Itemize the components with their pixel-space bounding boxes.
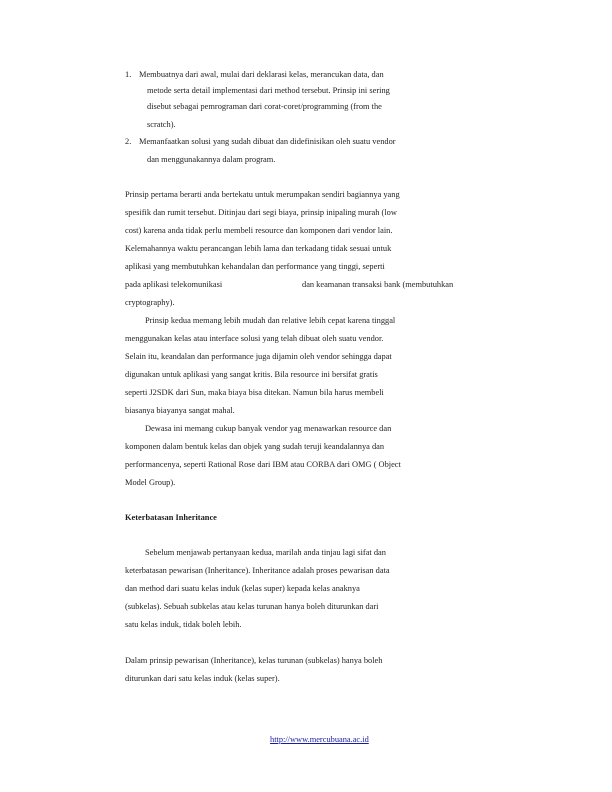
para4-line-3: dan method dari suatu kelas induk (kelas super) kepada kelas anaknya: [125, 584, 360, 593]
list-item-1-line-1: Membuatnya dari awal, mulai dari deklarasi kelas, merancukan data, dan: [139, 70, 384, 79]
para3-line-4: Model Group).: [125, 478, 176, 487]
para2-line-3: Selain itu, keandalan dan performance juga dijamin oleh vendor sehingga dapat: [125, 352, 392, 361]
para1-line-1: Prinsip pertama berarti anda bertekatu untuk merumpakan sendiri bagiannya yang: [125, 190, 400, 199]
para5-line-1: Dalam prinsip pewarisan (Inheritance), kelas turunan (subkelas) hanya boleh: [125, 656, 383, 665]
para2-line-6: biasanya biayanya sangat mahal.: [125, 406, 235, 415]
para1-line-2: spesifik dan rumit tersebut. Ditinjau dari segi biaya, prinsip inipaling murah (low: [125, 208, 397, 217]
para2-line-4: digunakan untuk aplikasi yang sangat kritis. Bila resource ini bersifat gratis: [125, 370, 378, 379]
footer-website-link[interactable]: http://www.mercubuana.ac.id: [270, 735, 369, 744]
para4-line-4: (subkelas). Sebuah subkelas atau kelas turunan hanya boleh diturunkan dari: [125, 602, 379, 611]
section-heading: Keterbatasan Inheritance: [125, 513, 217, 522]
para1-line-4: Kelemahannya waktu perancangan lebih lama dan terkadang tidak sesuai untuk: [125, 244, 392, 253]
para5-line-2: diturunkan dari satu kelas induk (kelas super).: [125, 674, 280, 683]
para2-line-1: Prinsip kedua memang lebih mudah dan relative lebih cepat karena tinggal: [145, 316, 396, 325]
list-item-2-line-1: Memanfaatkan solusi yang sudah dibuat dan didefinisikan oleh suatu vendor: [139, 137, 396, 146]
para3-line-3: performancenya, seperti Rational Rose dari IBM atau CORBA dari OMG ( Object: [125, 460, 401, 469]
para1-line-6: pada aplikasi telekomunikasi: [125, 280, 223, 289]
list-number-1: 1.: [125, 70, 132, 79]
list-item-1-line-3: disebut sebagai pemrograman dari corat-coret/programming (from the: [147, 102, 382, 111]
para4-line-2: keterbatasan pewarisan (Inheritance). Inheritance adalah proses pewarisan data: [125, 566, 390, 575]
para2-line-5: seperti J2SDK dari Sun, maka biaya bisa ditekan. Namun bila harus membeli: [125, 388, 384, 397]
para1-line-7: cryptography).: [125, 298, 175, 307]
list-number-2: 2.: [125, 137, 132, 146]
list-item-2-line-2: dan menggunakannya dalam program.: [147, 155, 276, 164]
para1-line-5: aplikasi yang membutuhkan kehandalan dan performance yang tinggi, seperti: [125, 262, 385, 271]
para3-line-2: komponen dalam bentuk kelas dan objek yang sudah teruji keandalannya dan: [125, 442, 385, 451]
para2-line-2: menggunakan kelas atau interface solusi yang telah dibuat oleh suatu vendor.: [125, 334, 384, 343]
para3-line-1: Dewasa ini memang cukup banyak vendor yag menawarkan resource dan: [145, 424, 392, 433]
list-item-1-line-4: scratch).: [147, 120, 176, 129]
list-item-1-line-2: metode serta detail implementasi dari method tersebut. Prinsip ini sering: [147, 86, 390, 95]
para1-line-3: cost) karena anda tidak perlu membeli resource dan komponen dari vendor lain.: [125, 226, 393, 235]
para1-line-6-right: dan keamanan transaksi bank (membutuhkan: [302, 280, 454, 289]
para4-line-5: satu kelas induk, tidak boleh lebih.: [125, 620, 242, 629]
para4-line-1: Sebelum menjawab pertanyaan kedua, marilah anda tinjau lagi sifat dan: [145, 548, 386, 557]
